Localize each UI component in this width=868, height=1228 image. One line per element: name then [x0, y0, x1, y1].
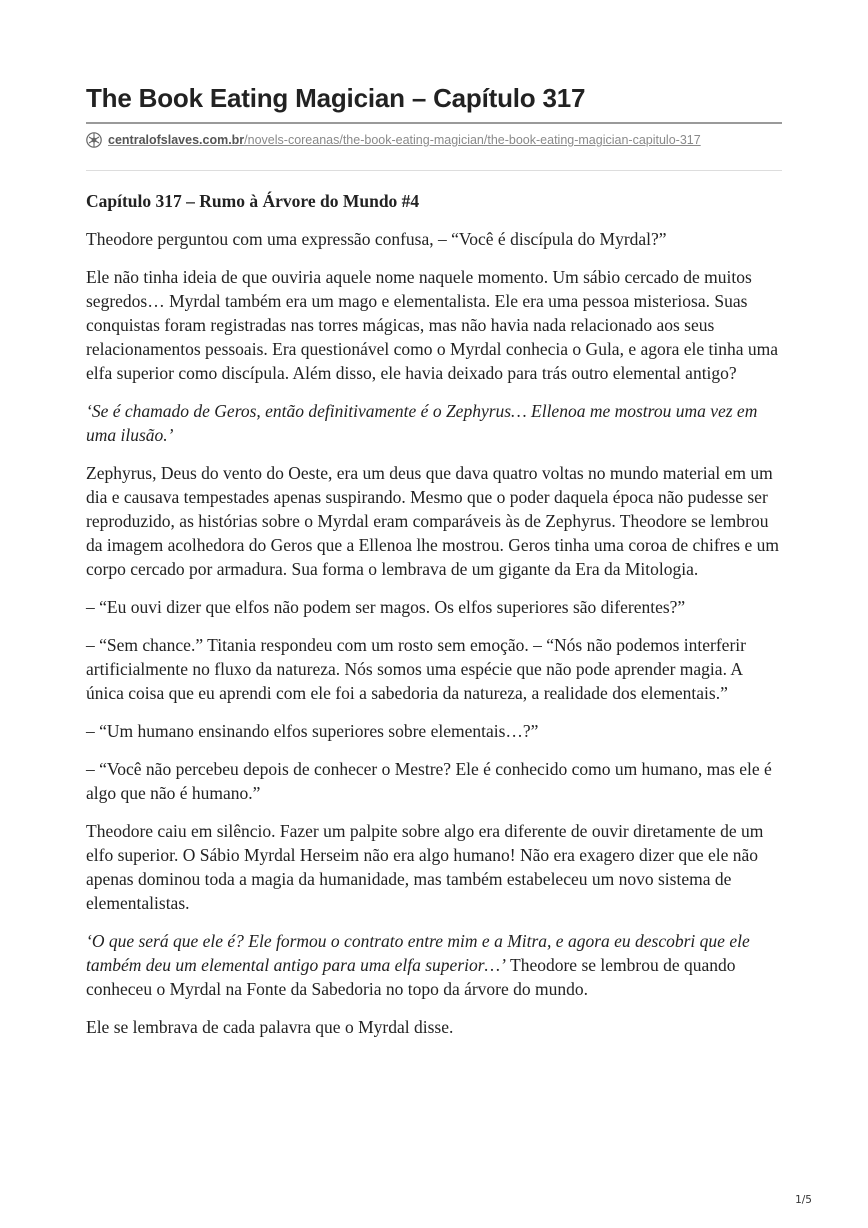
document-page	[86, 82, 782, 1053]
source-path: /novels-coreanas/the-book-eating-magician/the-book-eating-magician-capitulo-317	[244, 133, 701, 147]
paragraph: Ele se lembrava de cada palavra que o Myrdal disse.	[86, 1017, 454, 1037]
chapter-heading: Capítulo 317 – Rumo à Árvore do Mundo #4	[86, 191, 420, 211]
globe-icon	[86, 132, 102, 148]
paragraph: – “Você não percebeu depois de conhecer o Mestre? Ele é conhecido como um humano, mas ele é algo que não é humano.”	[86, 759, 772, 803]
header-separator	[86, 170, 782, 171]
paragraph: – “Sem chance.” Titania respondeu com um rosto sem emoção. – “Nós não podemos interferir artificialmente no fluxo da natureza. Nós somos uma espécie que não pode aprender magia. A única coisa que eu aprendi com ele foi a sabedoria da natureza, a realidade dos elementais.”	[86, 635, 746, 703]
source-domain: centralofslaves.com.br	[108, 133, 245, 147]
paragraph: Theodore caiu em silêncio. Fazer um palpite sobre algo era diferente de ouvir diretamente de um elfo superior. O Sábio Myrdal Herseim não era algo humano! Não era exagero dizer que ele não apenas dominou toda a magia da humanidade, mas também estabeleceu um novo sistema de elementalistas.	[86, 821, 764, 913]
paragraph: – “Eu ouvi dizer que elfos não podem ser magos. Os elfos superiores são diferentes?”	[86, 597, 686, 617]
paragraph: – “Um humano ensinando elfos superiores sobre elementais…?”	[86, 721, 539, 741]
paragraph: Theodore perguntou com uma expressão confusa, – “Você é discípula do Myrdal?”	[86, 229, 667, 249]
article-body	[86, 189, 782, 1039]
paragraph: Zephyrus, Deus do vento do Oeste, era um deus que dava quatro voltas no mundo material em um dia e causava tempestades apenas suspirando. Mesmo que o poder daquela época não pudesse ser reproduzido, as histórias sobre o Myrdal eram comparáveis às de Zephyrus. Theodore se lembrou da imagem acolhedora do Geros que a Ellenoa lhe mostrou. Geros tinha uma coroa de chifres e um corpo cercado por armadura. Sua forma o lembrava de um gigante da Era da Mitologia.	[86, 463, 779, 579]
paragraph-text: Theodore se lembrou de quando conheceu o Myrdal na Fonte da Sabedoria no topo da árvore do mundo.	[86, 955, 736, 999]
italic-thought: ‘Se é chamado de Geros, então definitivamente é o Zephyrus… Ellenoa me mostrou uma vez em uma ilusão.’	[86, 401, 758, 445]
source-url	[86, 130, 782, 150]
page-number: 1/5	[795, 1194, 812, 1206]
paragraph: Ele não tinha ideia de que ouviria aquele nome naquele momento. Um sábio cercado de muitos segredos… Myrdal também era um mago e elementalista. Ele era uma pessoa misteriosa. Suas conquistas foram registradas nas torres mágicas, mas não havia nada relacionado aos seus relacionamentos pessoais. Era questionável como o Myrdal conhecia o Gula, e agora ele tinha uma elfa superior como discípula. Além disso, ele havia deixado para trás outro elemental antigo?	[86, 267, 778, 383]
paragraph	[86, 399, 782, 447]
page-title: The Book Eating Magician – Capítulo 317	[86, 83, 586, 113]
source-link[interactable]	[108, 133, 701, 147]
italic-thought: ‘O que será que ele é? Ele formou o contrato entre mim e a Mitra, e agora eu descobri que ele também deu um elemental antigo para uma elfa superior…’	[86, 931, 750, 975]
title-divider	[86, 122, 782, 124]
paragraph	[86, 929, 782, 1001]
